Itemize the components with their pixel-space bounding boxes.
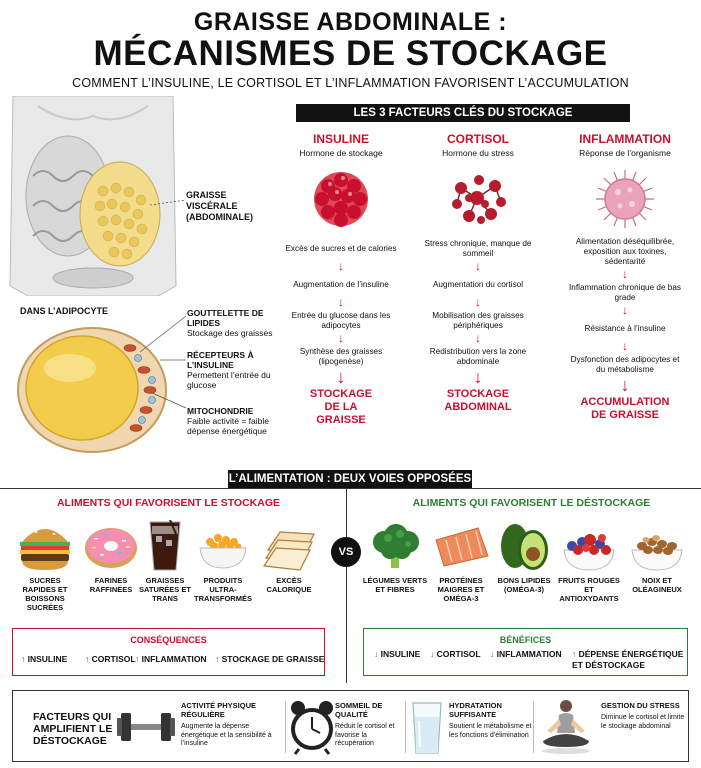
down-arrow-icon: ↓ [622,303,628,317]
down-arrow-icon: ↓ [475,295,481,309]
bottom-factor [449,701,539,740]
down-arrow-icon: ↓ [620,375,630,395]
factor-step: Dysfonction des adipocytes et du métabolisme [570,355,680,374]
factor-result: STOCKAGE DE LA GRAISSE [309,388,373,426]
consequences-box [12,628,325,676]
up-arrow-icon: ↑ [85,654,90,664]
factor-name: INFLAMMATION [579,132,671,146]
down-arrow-icon: ↓ [374,649,379,659]
down-arrow-icon: ↓ [475,259,481,273]
bottom-factor-desc: Diminue le cortisol et limite le stockage abdominal [601,714,685,730]
bottom-factor-title: ACTIVITÉ PHYSIQUE RÉGULIÈRE [181,701,257,719]
adipocyte-title: DANS L’ADIPOCYTE [20,306,109,316]
factor-result: ACCUMULATION DE GRAISSE [580,396,670,421]
benefit-item [572,649,684,671]
food-item [362,520,428,594]
food-item [428,520,494,603]
separator [405,701,406,753]
consequence-item [215,654,324,664]
soda-icon [136,520,194,572]
up-arrow-icon: ↑ [135,654,140,664]
factor-name: CORTISOL [447,132,509,146]
nuts-icon [628,520,686,572]
down-arrow-icon: ↓ [336,367,346,387]
factor-step: Synthèse des graisses (lipogenèse) [299,347,383,366]
consequence-item [21,654,67,664]
food-item [12,520,78,612]
factor-step: Alimentation déséquilibrée, exposition aux toxines, sédentarité [575,237,675,266]
alarm-clock-icon [289,699,335,755]
inflammation-cell-icon [594,168,656,230]
down-arrow-icon: ↓ [430,649,435,659]
bottom-factor-desc: Augmente la dépense énergétique et la sensibilité à l’insuline [181,723,272,747]
vs-badge: VS [331,537,361,567]
alimentation-bar: L’ALIMENTATION : DEUX VOIES OPPOSÉES [228,470,472,488]
benefit-item [374,649,420,659]
avocado-icon [495,520,553,572]
amplifying-factors-title: FACTEURS QUI AMPLIFIENT LE DÉSTOCKAGE [33,711,113,747]
benefit-label: DÉPENSE ÉNERGÉTIQUE ET DÉSTOCKAGE [572,649,684,670]
down-arrow-icon: ↓ [338,295,344,309]
mitochondria-label [187,406,279,436]
factor-step: Stress chronique, manque de sommeil [424,239,532,258]
food-name: GRAISSES SATURÉES ET TRANS [139,576,191,603]
food-item [190,520,256,603]
down-arrow-icon: ↓ [473,367,483,387]
consequences-title: CONSÉQUENCES [130,635,207,645]
title-line-1: GRAISSE ABDOMINALE : [193,8,508,36]
benefit-label: INFLAMMATION [496,649,562,659]
bottom-factor-title: SOMMEIL DE QUALITÉ [335,701,383,719]
cortisol-molecule-icon [447,168,509,230]
food-name: FARINES RAFFINÉES [89,576,133,594]
factor-step: Entrée du glucose dans les adipocytes [291,311,391,330]
factor-subtitle: Réponse de l’organisme [579,148,671,158]
dumbbell-icon [115,707,177,747]
factor-step: Excès de sucres et de calories [285,244,397,253]
down-arrow-icon: ↓ [490,649,495,659]
factor-subtitle: Hormone de stockage [299,148,383,158]
benefit-item [430,649,481,659]
factor-step: Résistance à l’insuline [584,324,666,333]
visceral-fat-label: GRAISSE VISCÉRALE (ABDOMINALE) [186,190,253,222]
bottom-factor-title: GESTION DU STRESS [601,701,680,710]
separator [285,701,286,753]
adipocyte-leader-lines [120,312,190,432]
factor-subtitle: Hormone du stress [442,148,514,158]
bottom-factor [181,701,281,749]
vertical-divider [346,488,347,683]
factor-step: Augmentation du cortisol [432,280,524,289]
factor-column-cortisol [418,132,538,414]
consequence-label: CORTISOL [91,654,136,664]
consequence-label: INSULINE [27,654,68,664]
benefits-box [363,628,688,676]
food-name: FRUITS ROUGES ET ANTIOXYDANTS [558,576,620,603]
insulin-receptor-label [187,350,279,390]
mitochondria-desc: Faible activité = faible dépense énergétique [187,416,269,436]
consequence-label: STOCKAGE DE GRAISSE [221,654,325,664]
food-item [624,520,690,594]
page-title: MÉCANISMES DE STOCKAGE [93,34,608,73]
food-name: PROTÉINES MAIGRES ET OMÉGA-3 [437,576,485,603]
lipid-droplet-desc: Stockage des graisses [187,328,273,338]
down-arrow-icon: ↓ [475,331,481,345]
amplifying-factors-box [12,690,689,762]
factor-result: STOCKAGE ABDOMINAL [444,388,512,413]
bottom-factor-desc: Soutient le métabolisme et les fonctions d’élimination [449,723,532,739]
bottom-factor [601,701,685,731]
up-arrow-icon: ↑ [215,654,220,664]
insulin-receptor-desc: Permettent l’entrée du glucose [187,370,271,390]
factor-step: Redistribution vers la zone abdominale [429,347,527,366]
food-name: SUCRES RAPIDES ET BOISSONS SUCRÉES [22,576,68,612]
section-divider [0,488,701,489]
insulin-receptor-title: RÉCEPTEURS À L’INSULINE [187,350,254,370]
lipid-droplet-title: GOUTTELETTE DE LIPIDES [187,308,264,328]
bottom-factor-title: HYDRATATION SUFFISANTE [449,701,502,719]
destock-foods-heading: ALIMENTS QUI FAVORISENT LE DÉSTOCKAGE [412,497,651,509]
visceral-leader-line [150,190,190,220]
up-arrow-icon: ↑ [572,649,577,659]
food-name: BONS LIPIDES (OMÉGA-3) [497,576,551,594]
bottom-factor [335,701,407,749]
mitochondria-title: MITOCHONDRIE [187,406,254,416]
water-glass-icon [409,701,445,755]
down-arrow-icon: ↓ [622,339,628,353]
consequence-item [85,654,136,664]
factor-step: Augmentation de l’insuline [293,280,389,289]
bottom-factor-desc: Réduit le cortisol et favorise la récupération [335,723,395,747]
food-item [491,520,557,594]
down-arrow-icon: ↓ [338,259,344,273]
food-item [256,520,322,594]
lipid-droplet-label [187,308,287,338]
consequence-label: INFLAMMATION [141,654,207,664]
food-item [132,520,198,603]
benefit-label: INSULINE [380,649,421,659]
factor-column-insulin [281,132,401,427]
down-arrow-icon: ↓ [622,267,628,281]
salmon-icon [432,520,490,572]
food-item [556,520,622,603]
food-name: PRODUITS ULTRA-TRANSFORMÉS [194,576,252,603]
factor-step: Mobilisation des graisses périphériques [432,311,524,330]
factor-name: INSULINE [312,132,369,146]
up-arrow-icon: ↑ [21,654,26,664]
factor-step: Inflammation chronique de bas grade [569,283,681,302]
broccoli-icon [366,520,424,572]
benefit-label: CORTISOL [436,649,481,659]
factors-bar: LES 3 FACTEURS CLÉS DU STOCKAGE [296,104,630,122]
benefit-item [490,649,562,659]
food-name: LÉGUMES VERTS ET FIBRES [362,576,428,594]
insulin-molecule-icon [310,168,372,230]
food-name: NOIX ET OLÉAGINEUX [632,576,682,594]
factor-column-inflammation [565,132,685,422]
bread-icon [260,520,318,572]
storage-foods-heading: ALIMENTS QUI FAVORISENT LE STOCKAGE [56,497,281,509]
separator [533,701,534,753]
berries-icon [560,520,618,572]
page-subtitle: COMMENT L’INSULINE, LE CORTISOL ET L’INFLAMMATION FAVORISENT L’ACCUMULATION [72,76,629,90]
cereal-bowl-icon [194,520,252,572]
burger-icon [16,520,74,572]
food-name: EXCÈS CALORIQUE [266,576,312,594]
meditation-icon [535,697,597,757]
benefits-title: BÉNÉFICES [499,635,552,645]
consequence-item [135,654,207,664]
down-arrow-icon: ↓ [338,331,344,345]
